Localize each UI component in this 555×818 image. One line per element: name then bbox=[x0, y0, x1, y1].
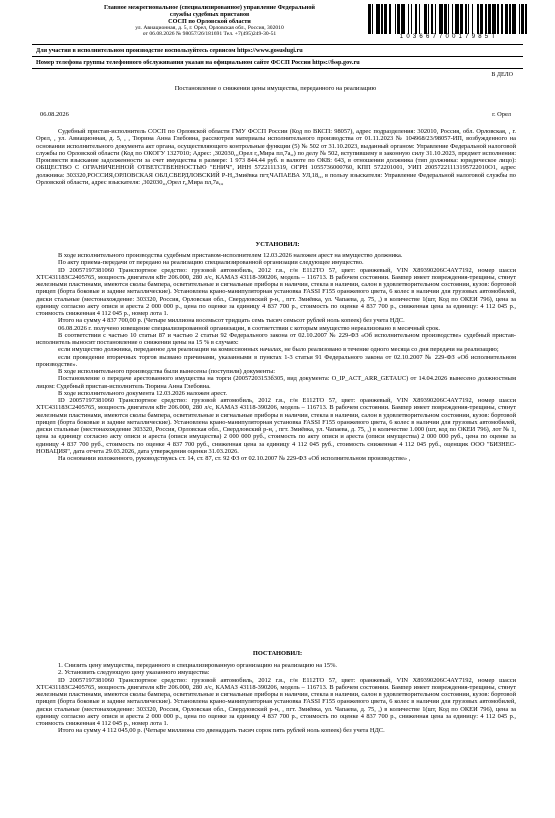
org-line-2: службы судебных приставов bbox=[169, 11, 250, 18]
findings-paragraph: Постановление о передаче арестованного имущества на торги (20057203153б305, вид документа: O_IP_ACT_ARR_GETAUC) от 14.04.2026 вынесено должностным лицом: Судебный пристав-исполнитель Тюрина Анна Глебовна. bbox=[36, 375, 516, 390]
barcode-number: 10366770017985T bbox=[399, 34, 499, 40]
findings-paragraph: По акту приема-передачи от передано на реализацию специализированной организации следующее имущество. bbox=[58, 259, 364, 267]
findings-paragraph: В ходе исполнительного производства судебным приставом-исполнителем 12.03.2026 наложен арест на имущество должника. bbox=[58, 252, 403, 259]
findings-paragraph: Итого на сумму 4 837 700,00 р. (Четыре миллиона восемьсот тридцать семь тысяч семьсот рублей ноль копеек) без учета НДС. bbox=[58, 317, 405, 325]
findings-paragraph: ID 20057197381060 Транспортное средство: грузовой автомобиль, 2012 г.в., г/н Е112ТО 57, цвет: оранжевый, VIN X89390206C4AY7192, номер шасси XTC43118ЗС2405765, мощность двигателя кВт 206.000, 280 л/с, КАМАЗ 43118-390206, модель – 116713. В рабочем состоянии. Бампер имеет повреждения-трещины, стянут железными пластинами, имеются сколы бампера, осветительные и сигнальные приборы в наличии, стекла в наличии, салон в удовлетворительном состоянии, кузов: бортовой прицеп (борта боковые и задние металлические). Установлена крано-манипуляторная установка FASSI F155 оранжевого цвета, 6 колес в наличии для грузовых автомобилей, диски стальные (местонахождение 303320, Россия, Орловская обл., Свердловский р-н, , пгт. Змиёвка, ул. Чапаева, д. 75, ,) в количестве 1.000 (шт, код по ОКЕИ 796), лот № 1, цена за единицу согласно акту описи и ареста (описи имущества) 2 000 000 руб., стоимость по акту описи и ареста (описи имущества) 2 000 000 руб., цена по оценке за единицу 4 837 700 руб., стоимость по оценке 4 837 700 руб., сниженная цена за единицу 4 112 045 руб., стоимость сниженная 4 112 045 руб., оценщик ООО "БИЗНЕС-НОВАЦИЯ", дата отчета 29.03.2026, дата утверждения оценки 31.03.2026. bbox=[36, 397, 516, 455]
postanovil-heading: ПОСТАНОВИЛ: bbox=[252, 650, 303, 657]
findings-paragraph: В ходе исполнительного производства были вынесены (поступили) документы: bbox=[58, 368, 276, 375]
org-line-1: Главное межрегиональное (специализированное) управление Федеральной bbox=[104, 4, 315, 11]
phone-notice: Номер телефона группы телефонного обслуживания указан на официальном сайте ФССП России https://fssp.gov.ru bbox=[36, 59, 360, 66]
header-block bbox=[72, 4, 347, 37]
divider bbox=[32, 56, 523, 57]
findings-paragraph: На основании изложенного, руководствуясь ст. 14, ст. 87, ст. 92 ФЗ от 02.10.2007 № 229-ФЗ «Об исполнительном производстве» , bbox=[58, 455, 411, 462]
org-line-3: СОСП по Орловской области bbox=[168, 18, 251, 25]
barcode bbox=[368, 4, 530, 34]
findings-paragraph: если имущество должника, переданное для реализации на комиссионных началах, не было реализовано в течение одного месяца со дня передачи на реализацию; bbox=[58, 346, 499, 354]
findings-paragraph: 06.08.2026 г. получено извещение специализированной организации, в соответствии с которым имущество нереализовано в месячный срок. bbox=[58, 324, 441, 332]
doc-number-phone: от 06.08.2026 № 98057/26/181691 Тел. +7(495)249-30-51 bbox=[142, 31, 277, 38]
findings-paragraph: В ходе исполнительного документа 12.03.2026 наложен арест. bbox=[58, 389, 227, 397]
org-address: ул. Авиационная, д. 5, г. Орел, Орловская обл., Россия, 302010 bbox=[135, 25, 284, 31]
resolution-paragraph: 1. Снизить цену имущества, переданного в специализированную организацию на реализацию на 15%. bbox=[58, 662, 337, 669]
v-delo-stamp: В ДЕЛО bbox=[491, 72, 513, 78]
resolution-paragraph: ID 20057197381060 Транспортное средство: грузовой автомобиль, 2012 г.в., г/н Е112ТО 57, цвет: оранжевый, VIN X89390206C4AY7192, номер шасси XTC43118ЗС2405765, мощность двигателя кВт 206.000, 280 л/с, КАМАЗ 43118-390206, модель – 116713. В рабочем состоянии. Бампер имеет повреждения-трещины, стянут железными пластинами, имеются сколы бампера, осветительные и сигнальные приборы в наличии, стекла в наличии, салон в удовлетворительном состоянии, кузов: бортовой прицеп (борта боковые и задние металлические). Установлена крано-манипуляторная установка FASSI F155 оранжевого цвета, 6 колес в наличии для грузовых автомобилей, диски стальные (местонахождение: 303320, Россия, Орловская обл., Свердловский р-н, , пгт. Змиёвка, ул. Чапаева, д. 75, ,) в количестве 1(шт, Код по ОКЕИ 796), цена за единицу согласно акту описи и ареста 2 000 000 р., цена по оценке за единицу 4 837 700 р., стоимость по оценке 4 837 700 р., сниженная цена за единицу: 4 112 045 р., стоимость сниженная 4 112 045 р., номер лота 1. bbox=[36, 676, 516, 727]
divider bbox=[32, 68, 523, 69]
intro-paragraph: Судебный пристав-исполнитель СОСП по Орловской области ГМУ ФССП России (Код по ВКСП: 98057), адрес подразделения: 302010, Россия, обл. Орловская, , г. Орел, , ул. Авиационная, д. 5, , , Тюрина Анна Глебовна, рассмотрев материалы исполнительного производства от 01.11.2023 № 104968/23/98057-ИП, возбужденного на основании исполнительного документа акт органа, осуществляющего контрольные функции (5) № 502 от 31.10.2023, выданный органом: Управление Федеральной налоговой службы по Орловской области (Код по ОКОГУ 1327010; Адрес: ,302030,,,Орел г,,Мира пл,7а,,) по делу № 502, вступившему в законную силу 31.10.2023, предмет исполнения: Произвести взыскание задолженности за счет имущества в размере: 1 973 844.44 руб. в валюте по ОКВ: 643, в отношении должника (тип должника: юридическое лицо): ОБЩЕСТВО С ОГРАНИЧЕННОЙ ОТВЕТСТВЕННОСТЬЮ "ЕНИЧ", ИНН 5722111319, ОГРН 1055736000760, КПП 572201001, УИП 20057221113195722010О1, адрес должника: 303320,РОССИЯ,ОРЛОВСКАЯ ОБЛ,СВЕРДЛОВСКИЙ Р-Н,,Змиёвка пгт,ЧАПАЕВА УЛ,18,,, в пользу взыскателя: Управление Федеральной налоговой службы по Орловской области, адрес взыскателя: ,302030,,,Орел г,,Мира пл,7а,,, bbox=[36, 128, 516, 186]
barcode-bar bbox=[527, 4, 530, 34]
resolution-paragraph: 2. Установить следующую цену указанного имущества: bbox=[58, 669, 210, 677]
ustanovil-heading: УСТАНОВИЛ: bbox=[255, 241, 300, 248]
divider bbox=[32, 44, 523, 45]
findings-section bbox=[36, 252, 516, 462]
findings-paragraph: В соответствии с частью 10 статьи 87 и частью 2 статьи 92 Федерального закона от 02.10.2007 № 229-ФЗ «Об исполнительном производстве» судебный пристав-исполнитель выносит постановление о снижении цены на 15 % в случаях: bbox=[36, 331, 516, 346]
resolution-paragraph: Итого на сумму 4 112 045,00 р. (Четыре миллиона сто двенадцать тысяч сорок пять рублей ноль копеек) без учета НДС. bbox=[58, 727, 385, 735]
findings-paragraph: ID 20057197381060 Транспортное средство: грузовой автомобиль, 2012 г.в., г/н Е112ТО 57, цвет: оранжевый, VIN X89390206C4AY7192, номер шасси XTC43118ЗС2405765, мощность двигателя кВт 206.000, 280 л/с, КАМАЗ 43118-390206, модель – 116713. В рабочем состоянии. Бампер имеет повреждения-трещины, стянут железными пластинами, имеются сколы бампера, осветительные и сигнальные приборы в наличии, стекла в наличии, салон в удовлетворительном состоянии, кузов: бортовой прицеп (борта боковые и задние металлические). Установлена крано-манипуляторная установка FASSI F155 оранжевого цвета, 6 колес в наличии для грузовых автомобилей, диски стальные (местонахождение: 303320, Россия, Орловская обл., Свердловский р-н, , пгт. Змиёвка, ул. Чапаева, д. 75, ,) в количестве 1(шт, Код по ОКЕИ 796), цена за единицу согласно акту описи и ареста 2 000 000 р., цена по оценке за единицу 4 837 700 р., стоимость по оценке 4 837 700 р., сниженная цена за единицу: 4 112 045 р., стоимость сниженная 4 112 045 р., номер лота 1. bbox=[36, 266, 516, 317]
findings-paragraph: если проведение вторичных торгов вызвано причинами, указанными в пунктах 1-3 статьи 91 Федерального закона от 02.10.2007 № 229-ФЗ «Об исполнительном производстве». bbox=[36, 353, 516, 368]
document-date: 06.08.2026 bbox=[40, 111, 69, 118]
document-title: Постановление о снижении цены имущества, переданного на реализацию bbox=[174, 85, 377, 92]
gosuslugi-notice: Для участия в исполнительном производстве воспользуйтесь сервисом https://www.gosuslugi.ru bbox=[36, 47, 303, 54]
resolution-section bbox=[36, 662, 516, 735]
document-city: г. Орел bbox=[492, 111, 511, 118]
